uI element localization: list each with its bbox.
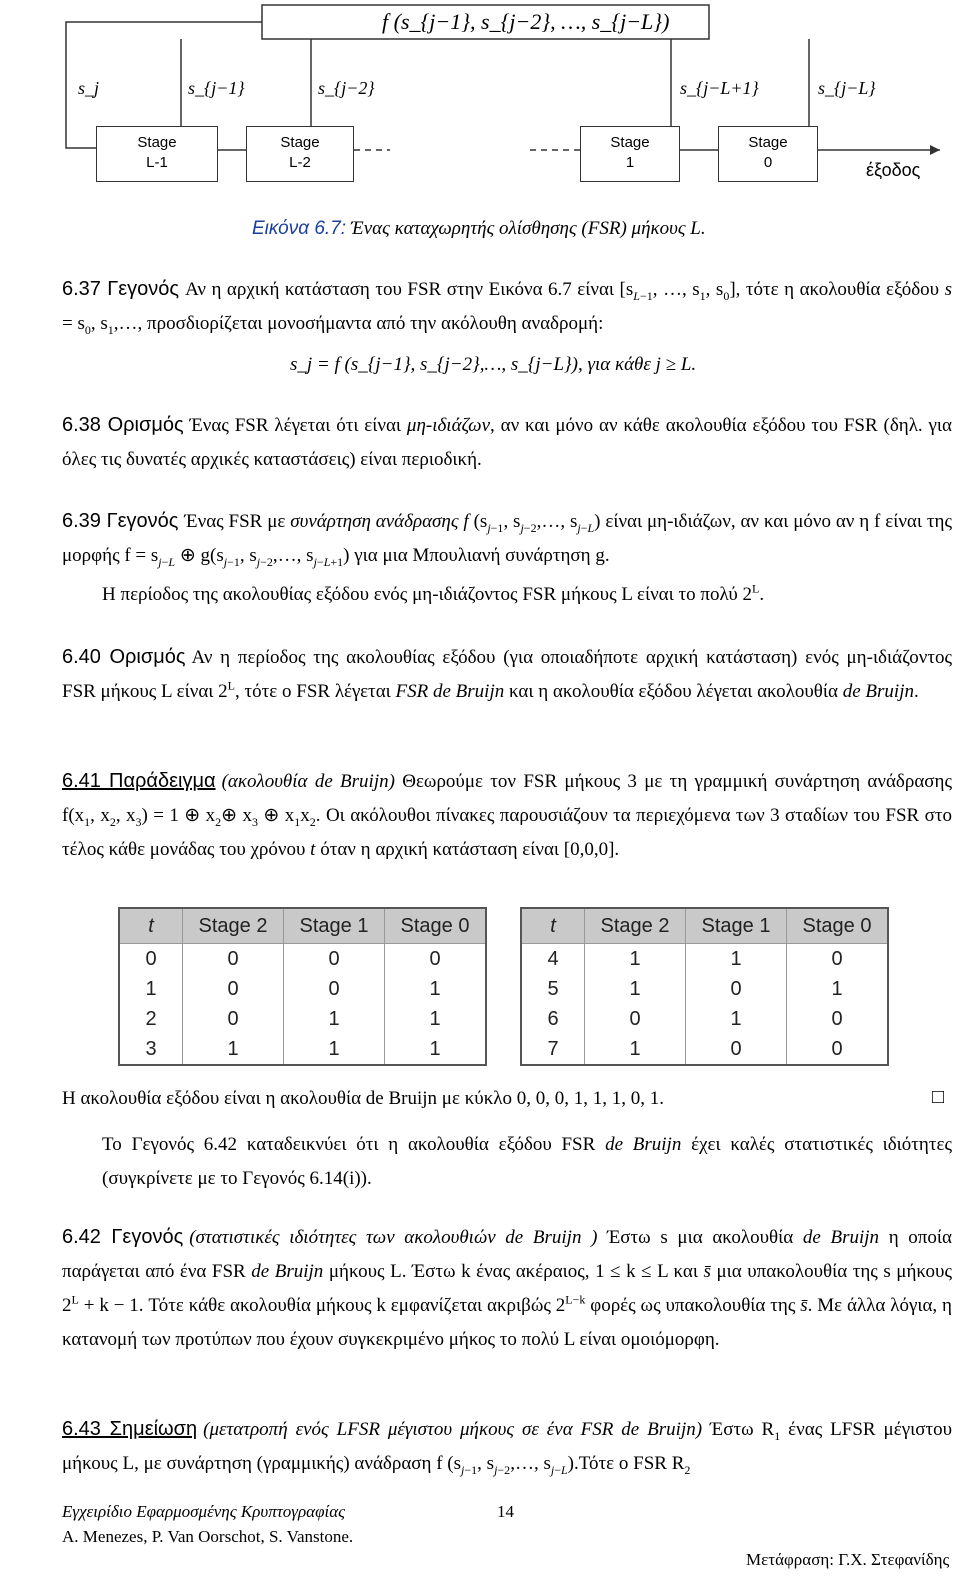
signal-sj: s_j bbox=[78, 78, 100, 98]
footer-translation: Μετάφραση: Γ.Χ. Στεφανίδης bbox=[746, 1550, 950, 1569]
table-header-row bbox=[521, 908, 888, 944]
fact-6-42-intro: Το Γεγονός 6.42 καταδεικνύει ότι η ακολουθία εξόδου FSR de Bruijn έχει καλές στατιστικές ιδιότητες (συγκρίνετε με το Γεγονός 6.14(i)). bbox=[102, 1134, 952, 1189]
output-label: έξοδος bbox=[866, 160, 921, 180]
signal-sj-L: s_{j−L} bbox=[818, 78, 876, 98]
feedback-function-label: f (s_{j−1}, s_{j−2}, …, s_{j−L}) bbox=[382, 9, 670, 34]
table-header: Stage 0 bbox=[385, 908, 487, 944]
table-header: t bbox=[521, 908, 585, 944]
section-heading: 6.42 Γεγονός bbox=[62, 1226, 184, 1248]
table-row: 0 0 0 0 bbox=[119, 944, 486, 975]
remark-6-43: 6.43 Σημείωση (μετατροπή ενός LFSR μέγιστου μήκους σε ένα FSR de Bruijn) Έστω $R_1$ ένας LFSR μέγιστου μήκους L, με συνάρτηση (γραμμικής) ανάδραση f ($s_{j-1}$, $s_{j-2},\dots$, $s_{j-L}).Tό\tau\varepsilon$ ο FSR $R_2$ bbox=[62, 1418, 953, 1477]
stage-box: Stage 0 bbox=[718, 126, 818, 182]
section-heading: 6.39 Γεγονός bbox=[62, 510, 179, 532]
fact-6-37: 6.37 Γεγονός Αν η αρχική κατάσταση του FSR στην Εικόνα 6.7 είναι [$s_{L-1}$, …, $s_1$, $s_0$], τότε η ακολουθία εξόδου $s = s_0$, $s_1,\dots$, προσδιορίζεται μονοσήμαντα από την ακόλουθη αναδρομή: bbox=[62, 278, 952, 337]
fact-6-39: 6.39 Γεγονός Ένας FSR με συνάρτηση ανάδρασης f ($s_{j-1}$, $s_{j-2},\dots$, $s_{j-L}$) είναι μη-ιδιάζων, αν και μόνο αν η f είναι της μορφής $f = s_{j-L}$ ⊕ $g(s_{j-1}$, $s_{j-2},\dots$, $s_{j-L+1}$) για μια Μπουλιανή συνάρτηση g. bbox=[62, 510, 952, 569]
footer-book-title: Εγχειρίδιο Εφαρμοσμένης Κρυπτογραφίας bbox=[62, 1502, 346, 1521]
signal-sj-L1: s_{j−L+1} bbox=[680, 78, 759, 98]
table-row: 1 0 0 1 bbox=[119, 974, 486, 1004]
output-sequence-line: Η ακολουθία εξόδου είναι η ακολουθία de Bruijn με κύκλο 0, 0, 0, 1, 1, 1, 0, 1. bbox=[62, 1088, 664, 1109]
definition-6-40: 6.40 Ορισμός Αν η περίοδος της ακολουθίας εξόδου (για οποιαδήποτε αρχική κατάσταση) ενός μη-ιδιάζοντος FSR μήκους L είναι $2^L$, τότε ο FSR λέγεται FSR de Bruijn και η ακολουθία εξόδου λέγεται ακολουθία de Bruijn. bbox=[62, 646, 952, 702]
table-header: Stage 1 bbox=[284, 908, 385, 944]
definition-6-38: 6.38 Ορισμός Ένας FSR λέγεται ότι είναι μη-ιδιάζων, αν και μόνο αν κάθε ακολουθία εξόδου του FSR (δηλ. για όλες τις δυνατές αρχικές καταστάσεις) είναι περιοδική. bbox=[62, 414, 952, 470]
page-number: 14 bbox=[497, 1502, 514, 1521]
section-heading: 6.43 Σημείωση bbox=[62, 1418, 198, 1440]
section-heading: 6.41 Παράδειγμα bbox=[62, 770, 216, 792]
recursion-formula: s_j = f (s_{j−1}, s_{j−2},…, s_{j−L}), για κάθε j ≥ L. bbox=[290, 354, 697, 375]
table-header: Stage 0 bbox=[787, 908, 889, 944]
section-heading: 6.37 Γεγονός bbox=[62, 278, 180, 300]
footer-authors: A. Menezes, P. Van Oorschot, S. Vanstone. bbox=[62, 1527, 354, 1546]
table-header-row bbox=[119, 908, 486, 944]
section-heading: 6.38 Ορισμός bbox=[62, 414, 184, 436]
signal-sj-2: s_{j−2} bbox=[318, 78, 375, 98]
table-row: 4 1 1 0 bbox=[521, 944, 888, 975]
table-row: 7 1 0 0 bbox=[521, 1034, 888, 1065]
table-header: t bbox=[119, 908, 183, 944]
fact-6-42: 6.42 Γεγονός (στατιστικές ιδιότητες των ακολουθιών de Bruijn ) Έστω s μια ακολουθία de Bruijn η οποία παράγεται από ένα FSR de Bruijn μήκους L. Έστω k ένας ακέραιος, 1 ≤ k ≤ L και s̄ μια υπακολουθία της s μήκους $2^L + k - 1$. Τότε κάθε ακολουθία μήκους k εμφανίζεται ακριβώς $2^{L-k}$ φορές ως υπακολουθία της s̄. Με άλλα λόγια, η κατανομή των προτύπων που έχουν συγκεκριμένο μήκος το πολύ L είναι ομοιόμορφη. bbox=[62, 1226, 952, 1350]
figure-caption: Εικόνα 6.7: Ένας καταχωρητής ολίσθησης (FSR) μήκους L. bbox=[252, 218, 706, 239]
fact-6-39-period: Η περίοδος της ακολουθίας εξόδου ενός μη-ιδιάζοντος FSR μήκους L είναι το πολύ $2^L$. bbox=[102, 581, 765, 605]
qed-symbol: □ bbox=[932, 1086, 945, 1108]
stage-box: Stage L-1 bbox=[96, 126, 218, 182]
table-row: 3 1 1 1 bbox=[119, 1034, 486, 1065]
stage-box: Stage L-2 bbox=[246, 126, 354, 182]
table-row: 2 0 1 1 bbox=[119, 1004, 486, 1034]
state-table-left bbox=[118, 907, 487, 1066]
example-6-41: 6.41 Παράδειγμα (ακολουθία de Bruijn) Θεωρούμε τον FSR μήκους 3 με τη γραμμική συνάρτηση ανάδρασης $f(x_1$, $x_2$, $x_3) = 1$ ⊕ $x_2\oplus$ $x_3$ ⊕ $x_1x_2$. Οι ακόλουθοι πίνακες παρουσιάζουν τα περιεχόμενα των 3 σταδίων του FSR στο τέλος κάθε μονάδας του χρόνου t όταν η αρχική κατάσταση είναι [0,0,0]. bbox=[62, 770, 952, 860]
table-row: 5 1 0 1 bbox=[521, 974, 888, 1004]
table-header: Stage 2 bbox=[585, 908, 686, 944]
table-header: Stage 2 bbox=[183, 908, 284, 944]
state-table-right bbox=[520, 907, 889, 1066]
table-header: Stage 1 bbox=[686, 908, 787, 944]
section-heading: 6.40 Ορισμός bbox=[62, 646, 186, 668]
stage-box: Stage 1 bbox=[580, 126, 680, 182]
signal-sj-1: s_{j−1} bbox=[188, 78, 245, 98]
table-row: 6 0 1 0 bbox=[521, 1004, 888, 1034]
